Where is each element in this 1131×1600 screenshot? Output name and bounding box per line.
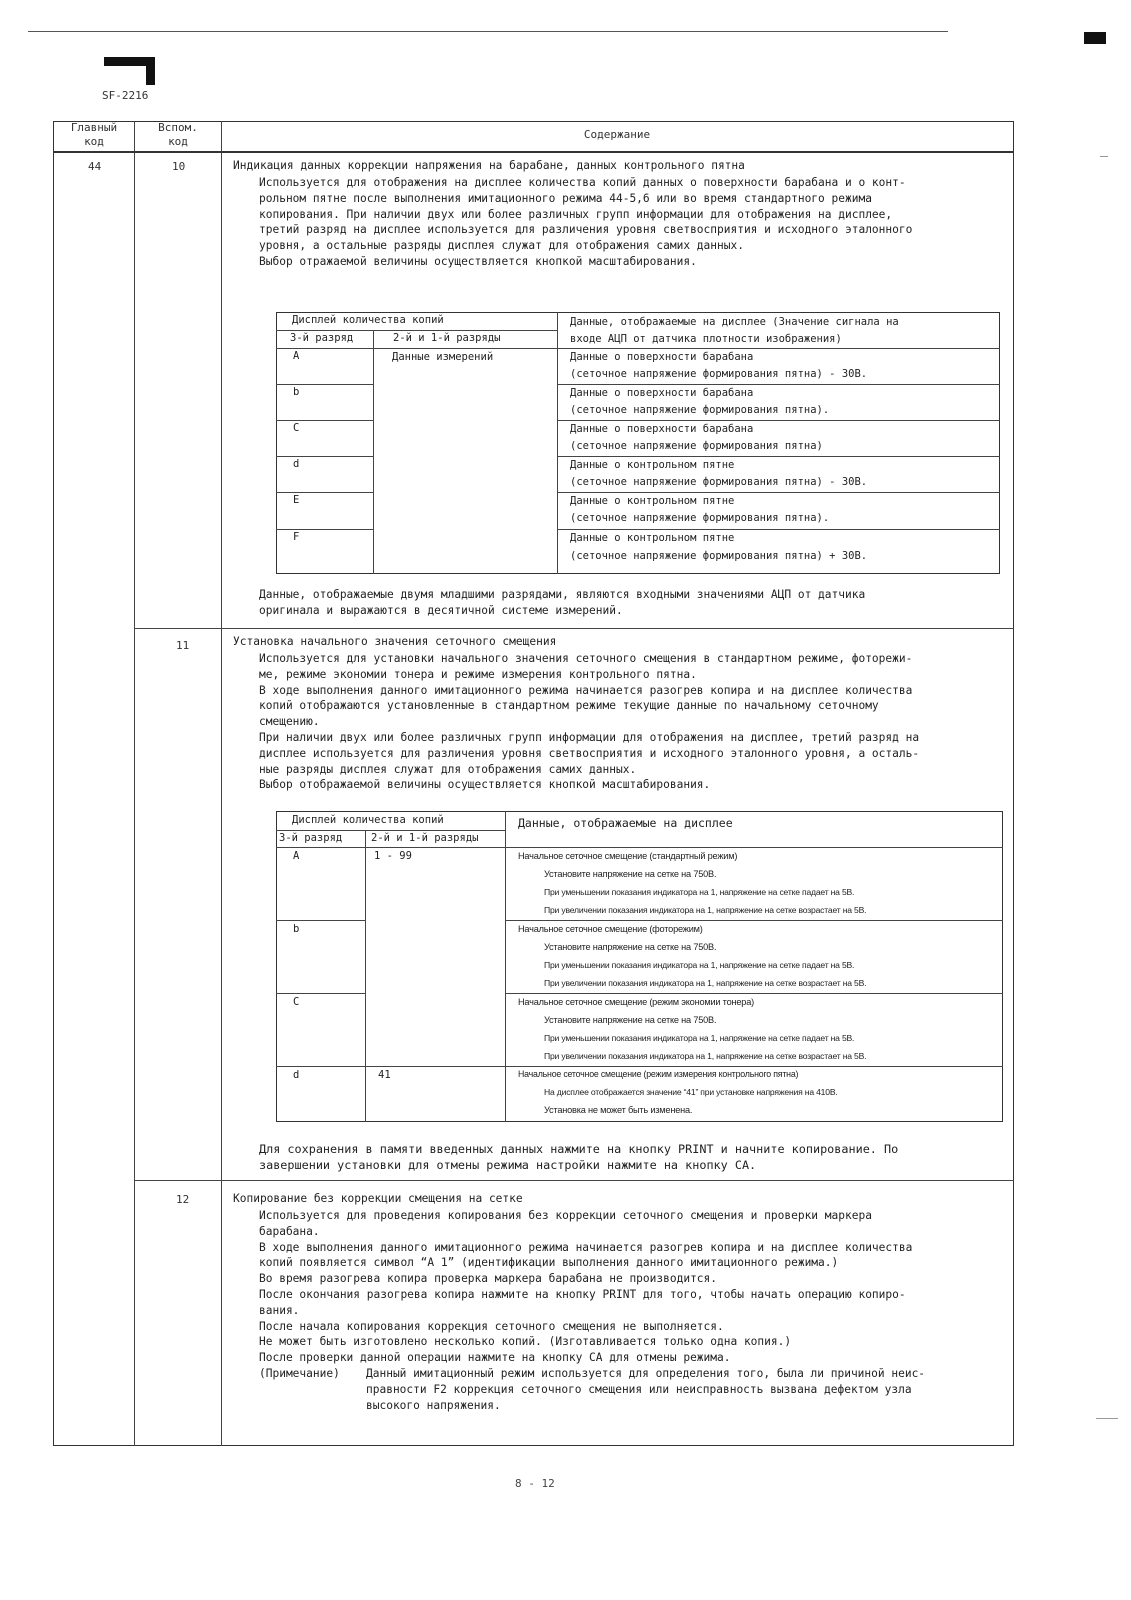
t1-row-digit: F	[293, 531, 300, 543]
t1-row-line1: Данные о контрольном пятне	[570, 459, 735, 471]
t2-row-set: Установите напряжение на сетке на 750В.	[544, 1015, 717, 1025]
t1-row-digit: d	[293, 458, 300, 470]
header-main-code: Главный код	[70, 121, 118, 148]
t2-row-d-line1: На дисплее отображается значение “41” при установке напряжения на 410В.	[544, 1087, 838, 1097]
t2-range: 1 - 99	[374, 850, 412, 862]
section-10-body: Используется для отображения на дисплее количества копий данных о поверхности барабана и о конт- рольном пятне после выполнения имитационного режима 44-5,6 или во время стандартного режима копирования. При наличии двух или более различных групп информации для отображения на дисплее, третий разряд на дисплее используется для различения уровня светвосприятия и исходного эталонного уровня, а остальные разряды дисплея служат для отображения самих данных. Выбор отражаемой величины осуществляется кнопкой масштабирования.	[259, 176, 913, 268]
section-11-body: Используется для установки начального значения сеточного смещения в стандартном режиме, фоторежи- ме, режиме экономии тонера и режиме измерения контрольного пятна. В ходе выполнения данного имитационного режима начинается разогрев копира и на дисплее количества копий отображаются установленные в стандартном режиме текущие данные по начальному сеточному смещению. При наличии двух или более различных групп информации для отображения на дисплее, третий разряд на дисплее используется для различения уровня светвосприятия и исходного эталонного уровня, а осталь- ные разряды дисплея служат для отображения самих данных. Выбор отображаемой величины осуществляется кнопкой масштабирования.	[259, 652, 920, 792]
t2-col-group: Дисплей количества копий	[292, 814, 444, 826]
t1-row-line1: Данные о контрольном пятне	[570, 495, 735, 507]
t1-col-3: 3-й разряд	[290, 332, 354, 344]
t2-row-title: Начальное сеточное смещение (фоторежим)	[518, 924, 703, 934]
t1-row-line2: (сеточное напряжение формирования пятна) - 30В.	[570, 368, 868, 380]
t1-row-line1: Данные о поверхности барабана	[570, 423, 754, 435]
t2-row-dec: При уменьшении показания индикатора на 1, напряжение на сетке падает на 5В.	[544, 960, 855, 970]
logo	[104, 57, 155, 85]
t2-col-3: 3-й разряд	[279, 832, 343, 844]
top-rule	[28, 31, 948, 32]
section-12-body: Используется для проведения копирования без коррекции сеточного смещения и проверки маркера барабана. В ходе выполнения данного имитационного режима начинается разогрев копира и на дисплее количества копий появляется символ “A 1” (идентификации выполнения данного имитационного режима.) Во время разогрева копира проверка маркера барабана не производится. После окончания разогрева копира нажмите на кнопку PRINT для того, чтобы начать операцию копиро- вания. После начала копирования коррекция сеточного смещения не выполняется. Не может быть изготовлено несколько копий. (Изготавливается только одна копия.) После проверки данной операции нажмите на кнопку СА для отмены режима.	[259, 1209, 913, 1365]
t2-row-title: Начальное сеточное смещение (режим экономии тонера)	[518, 997, 754, 1007]
t2-row-set: Установите напряжение на сетке на 750В.	[544, 869, 717, 879]
section-10-title: Индикация данных коррекции напряжения на барабане, данных контрольного пятна	[233, 159, 745, 172]
t2-row-dec: При уменьшении показания индикатора на 1, напряжение на сетке падает на 5В.	[544, 1033, 855, 1043]
t1-measure: Данные измерений	[392, 351, 494, 363]
section-separator-2	[134, 1180, 1014, 1181]
section-12-title: Копирование без коррекции смещения на сетке	[233, 1192, 523, 1205]
t2-row-inc: При увеличении показания индикатора на 1, напряжение на сетке возрастает на 5В.	[544, 905, 867, 915]
t2-row-set: Установите напряжение на сетке на 750В.	[544, 942, 717, 952]
note-label: (Примечание)	[259, 1367, 340, 1380]
t1-row-line2: (сеточное напряжение формирования пятна) - 30В.	[570, 476, 868, 488]
t1-row-line1: Данные о контрольном пятне	[570, 532, 735, 544]
col-divider-2	[221, 121, 222, 1446]
section-10-footer: Данные, отображаемые двумя младшими разрядами, являются входными значениями АЦП от датчика оригинала и выражаются в десятичной системе измерений.	[259, 588, 866, 617]
col-divider-1	[134, 121, 135, 1446]
t1-row-digit: A	[293, 350, 300, 362]
t2-row-d-line2: Установка не может быть изменена.	[544, 1105, 693, 1115]
t2-row-d-title: Начальное сеточное смещение (режим измерения контрольного пятна)	[518, 1069, 799, 1079]
t2-row-d-value: 41	[378, 1069, 391, 1081]
t1-row-line1: Данные о поверхности барабана	[570, 351, 754, 363]
t1-row-line2: (сеточное напряжение формирования пятна) + 30В.	[570, 550, 868, 562]
t2-col-21: 2-й и 1-й разряды	[371, 832, 479, 844]
t2-row-inc: При увеличении показания индикатора на 1, напряжение на сетке возрастает на 5В.	[544, 978, 867, 988]
section-11-footer: Для сохранения в памяти введенных данных нажмите на кнопку PRINT и начните копирование. По завершении установки для отмены режима настройки нажмите на кнопку СА.	[259, 1142, 899, 1172]
t2-row-d-digit: d	[293, 1069, 300, 1081]
corner-mark	[1084, 32, 1106, 44]
t1-col-group: Дисплей количества копий	[292, 314, 444, 326]
sub-code-10: 10	[172, 160, 186, 173]
t2-col-data: Данные, отображаемые на дисплее	[518, 816, 733, 830]
sub-code-11: 11	[176, 639, 190, 652]
t2-row-digit: b	[293, 923, 300, 935]
t1-col-21: 2-й и 1-й разряды	[393, 332, 501, 344]
header-sub-code: Вспом. код	[158, 121, 198, 148]
sub-code-12: 12	[176, 1193, 190, 1206]
t1-col-data-2: входе АЦП от датчика плотности изображения)	[570, 333, 842, 345]
t1-row-digit: b	[293, 386, 300, 398]
model-number: SF-2216	[102, 89, 149, 102]
section-11-title: Установка начального значения сеточного смещения	[233, 635, 557, 648]
header-rule	[53, 151, 1014, 153]
t1-row-line2: (сеточное напряжение формирования пятна)	[570, 440, 823, 452]
t2-row-digit: C	[293, 996, 300, 1008]
page-number: 8 - 12	[515, 1477, 555, 1490]
t2-row-dec: При уменьшении показания индикатора на 1, напряжение на сетке падает на 5В.	[544, 887, 855, 897]
note-text: Данный имитационный режим используется для определения того, была ли причиной неис- правности F2 коррекция сеточного смещения или неисправность вызвана дефектом узла высокого напряжения.	[366, 1367, 926, 1412]
t2-row-inc: При увеличении показания индикатора на 1, напряжение на сетке возрастает на 5В.	[544, 1051, 867, 1061]
section-separator-1	[134, 628, 1014, 629]
t1-row-digit: E	[293, 494, 300, 506]
t1-row-digit: C	[293, 422, 300, 434]
t2-row-title: Начальное сеточное смещение (стандартный режим)	[518, 851, 738, 861]
t1-row-line1: Данные о поверхности барабана	[570, 387, 754, 399]
t2-row-digit: A	[293, 850, 300, 862]
t1-row-line2: (сеточное напряжение формирования пятна).	[570, 404, 830, 416]
main-code-44: 44	[88, 160, 102, 173]
t1-col-data-1: Данные, отображаемые на дисплее (Значение сигнала на	[570, 316, 899, 328]
header-content: Содержание	[583, 128, 651, 141]
t1-row-line2: (сеточное напряжение формирования пятна).	[570, 512, 830, 524]
